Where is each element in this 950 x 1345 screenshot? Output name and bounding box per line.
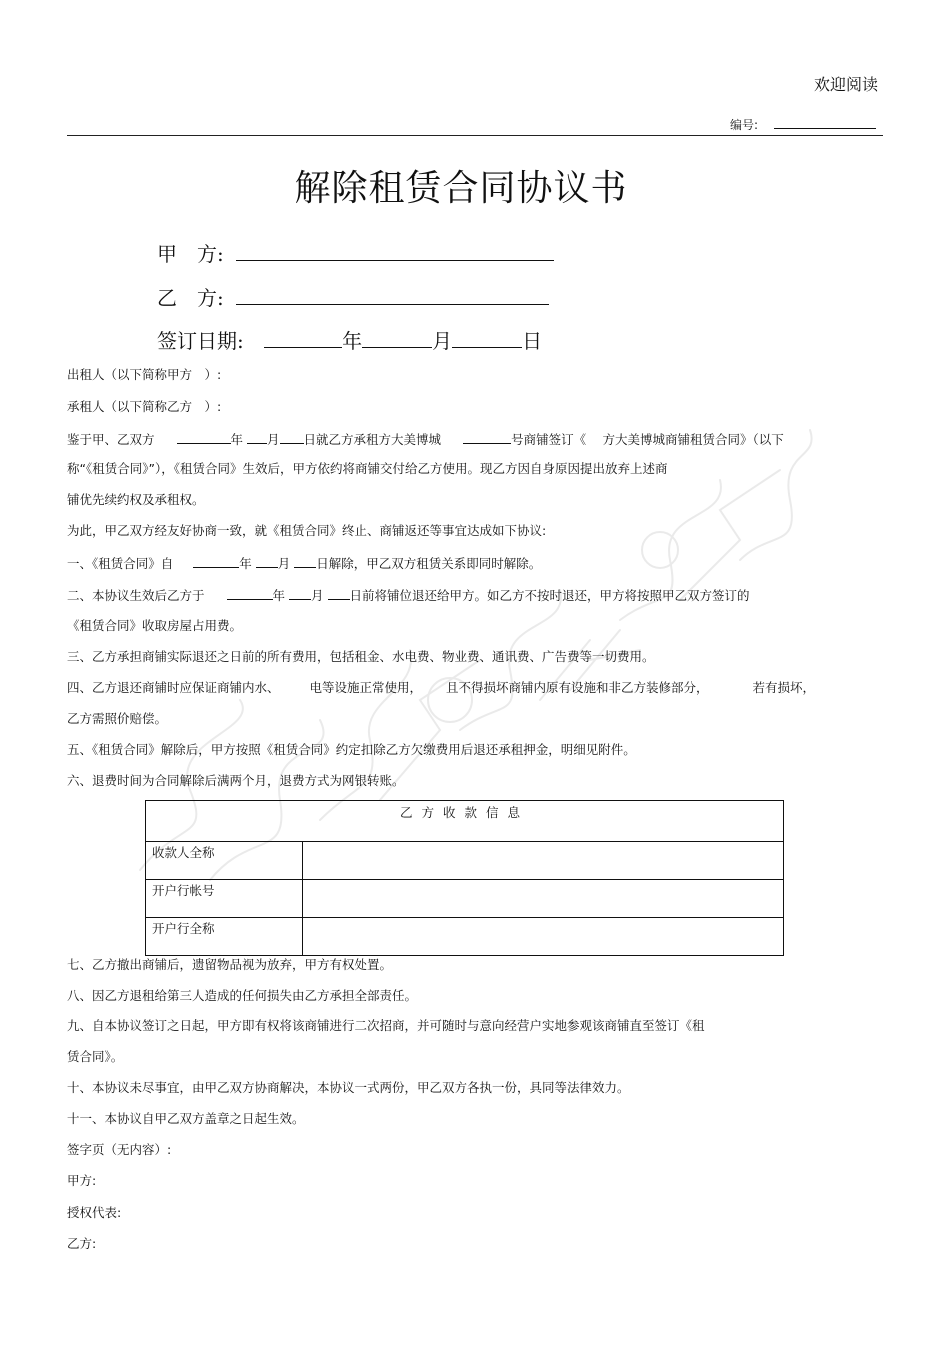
day-blank: [452, 329, 522, 348]
recital-1a: 鉴于甲、乙双方: [67, 432, 155, 447]
recital-1c: 月: [267, 432, 280, 447]
month-blank: [362, 329, 432, 348]
clause-7: 七、乙方撤出商铺后，遗留物品视为放弃，甲方有权处置。: [67, 957, 393, 972]
clause-5: 五、《租赁合同》解除后，甲方按照《租赁合同》约定扣除乙方欠缴费用后退还承租押金，明细见附件。: [67, 742, 636, 757]
clause-9: 九、自本协议签订之日起，甲方即有权将该商铺进行二次招商，并可随时与意向经营户实地参观该商铺直至签订《租: [67, 1018, 705, 1033]
agreement-intro: 为此，甲乙双方经友好协商一致，就《租赁合同》终止、商铺返还等事宜达成如下协议:: [67, 523, 547, 538]
bank-info-table: [145, 800, 784, 956]
clause-1b: 年: [239, 556, 252, 571]
clause-1-year-blank: [193, 554, 239, 568]
clause-4d: 若有损坏，: [752, 680, 816, 695]
recital-line-1: [67, 430, 784, 448]
month-label: 月: [432, 329, 453, 353]
clause-1a: 一、《租赁合同》自: [67, 556, 174, 571]
lessor-line: 出租人（以下简称甲方 ）:: [67, 367, 222, 382]
recital-1d: 日就乙方承租方大美博城: [303, 432, 442, 447]
clause-4-cont: 乙方需照价赔偿。: [67, 711, 168, 726]
sign-party-b: 乙方:: [67, 1236, 97, 1251]
clause-8: 八、因乙方退租给第三人造成的任何损失由乙方承担全部责任。: [67, 988, 418, 1003]
recital-line-2: 称“《租赁合同》”），《租赁合同》生效后，甲方依约将商铺交付给乙方使用。现乙方因自身原因提出放弃上述商: [67, 461, 668, 476]
clause-9-cont: 赁合同》。: [67, 1049, 124, 1064]
clause-2c: 月: [311, 588, 324, 603]
table-row: [146, 918, 784, 956]
sign-page-heading: 签字页（无内容）:: [67, 1142, 172, 1157]
recital-line-3: 铺优先续约权及承租权。: [67, 492, 205, 507]
payee-name-value: [303, 842, 784, 880]
party-b-line: [157, 282, 549, 311]
clause-1c: 月: [277, 556, 291, 571]
day-label: 日: [522, 329, 543, 353]
clause-4b: 电等设施正常使用，: [309, 680, 423, 695]
clause-1: [67, 554, 541, 572]
clause-6: 六、退费时间为合同解除后满两个月，退费方式为网银转账。: [67, 773, 405, 788]
bank-account-label: 开户行帐号: [146, 880, 303, 918]
document-number: [730, 115, 876, 133]
party-a-blank: [236, 242, 554, 261]
bank-name-value: [303, 918, 784, 956]
year-label: 年: [342, 329, 363, 353]
clause-1-day-blank: [294, 554, 316, 568]
clause-4c: 且不得损坏商铺内原有设施和非乙方装修部分，: [446, 680, 709, 695]
bank-table-header-row: [146, 801, 784, 842]
sign-representative: 授权代表:: [67, 1205, 122, 1220]
party-a-label: 甲 方:: [157, 242, 224, 266]
sign-party-a: 甲方:: [67, 1173, 97, 1188]
recital-year-blank: [177, 430, 231, 444]
recital-month-blank: [247, 430, 267, 444]
party-b-label: 乙 方:: [157, 286, 224, 310]
recital-day-blank: [280, 430, 304, 444]
recital-1e: 号商铺签订《 方大美博城商铺租赁合同》（以下: [511, 432, 784, 447]
clause-2-month-blank: [289, 586, 311, 600]
document-number-blank: [774, 115, 876, 129]
clause-2b: 年: [272, 588, 286, 603]
clause-2-year-blank: [227, 586, 273, 600]
clause-11: 十一、本协议自甲乙双方盖章之日起生效。: [67, 1111, 305, 1126]
bank-table-header: 乙方收款信息: [146, 801, 784, 842]
clause-2d: 日前将铺位退还给甲方。如乙方不按时退还，甲方将按照甲乙双方签订的: [349, 588, 750, 603]
clause-2: [67, 586, 750, 604]
page-title: 解除租赁合同协议书: [294, 168, 628, 209]
table-row: [146, 842, 784, 880]
clause-10: 十、本协议未尽事宜，由甲乙双方协商解决，本协议一式两份，甲乙双方各执一份，具同等法律效力。: [67, 1080, 630, 1095]
year-blank: [264, 329, 342, 348]
clause-3: 三、乙方承担商铺实际退还之日前的所有费用，包括租金、水电费、物业费、通讯费、广告费等一切费用。: [67, 649, 655, 664]
table-row: [146, 880, 784, 918]
document-number-label: 编号:: [730, 118, 759, 132]
bank-name-label: 开户行全称: [146, 918, 303, 956]
recital-1b: 年: [230, 432, 244, 447]
party-a-line: [157, 238, 554, 267]
clause-2a: 二、本协议生效后乙方于: [67, 588, 205, 603]
clause-2-day-blank: [328, 586, 350, 600]
lessee-line: 承租人（以下简称乙方 ）:: [67, 399, 222, 414]
sign-date-label: 签订日期:: [157, 329, 244, 353]
clause-4a: 四、乙方退还商铺时应保证商铺内水、: [67, 680, 280, 695]
clause-2-cont: 《租赁合同》收取房屋占用费。: [67, 618, 243, 633]
clause-4: [67, 680, 815, 696]
payee-name-label: 收款人全称: [146, 842, 303, 880]
welcome-text: 欢迎阅读: [813, 75, 878, 94]
clause-1-month-blank: [256, 554, 278, 568]
bank-account-value: [303, 880, 784, 918]
sign-date-line: [157, 325, 542, 354]
party-b-blank: [236, 286, 549, 305]
recital-shop-blank: [463, 430, 511, 444]
header-rule: [67, 135, 883, 136]
clause-1d: 日解除，甲乙双方租赁关系即同时解除。: [316, 556, 542, 571]
